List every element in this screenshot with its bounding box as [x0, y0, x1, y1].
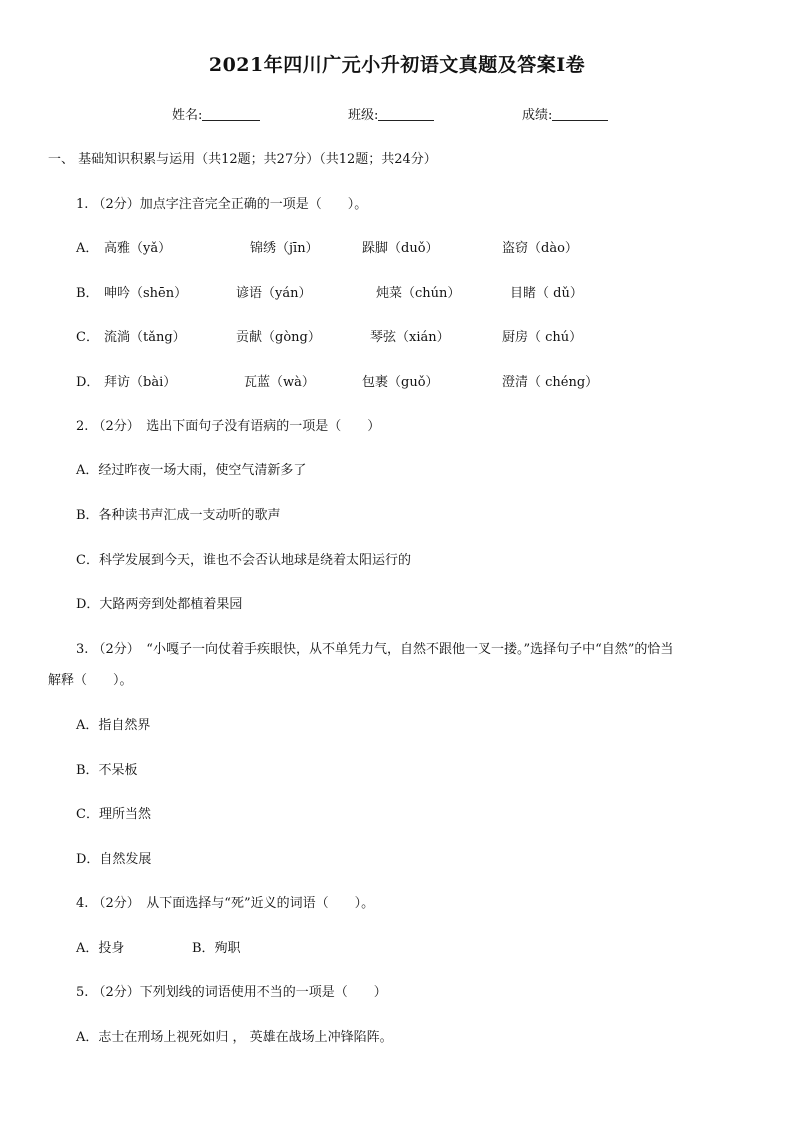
q1-c-item-3: 琴弦（xián）	[370, 330, 450, 345]
q1-b-item-3: 炖菜（chún）	[376, 286, 461, 301]
class-label: 班级:	[348, 108, 379, 123]
q1-c-item-4: 厨房（ chú）	[502, 330, 583, 345]
q1-c-label: C．	[76, 330, 99, 345]
q3-option-d[interactable]: D．自然发展	[76, 852, 152, 867]
q4-option-a[interactable]: A．投身	[76, 941, 125, 956]
q3-stem-line-1: 3. （2分） “小嘎子一向仗着手疾眼快，从不单凭力气，自然不跟他一叉一搂。”选择句子中“自然”的恰当	[76, 642, 674, 657]
q2-option-d[interactable]: D．大路两旁到处都植着果园	[76, 597, 243, 612]
q1-b-item-2: 谚语（yán）	[236, 286, 312, 301]
score-label: 成绩:	[522, 108, 553, 123]
q5-option-a[interactable]: A．志士在刑场上视死如归 ， 英雄在战场上冲锋陷阵。	[76, 1030, 393, 1045]
q3-option-a[interactable]: A．指自然界	[76, 718, 151, 733]
section-heading: 一、 基础知识积累与运用（共12题；共27分）（共12题；共24分）	[48, 152, 437, 167]
class-field	[348, 104, 434, 123]
q5-stem: 5. （2分）下列划线的词语使用不当的一项是（ ）	[76, 985, 387, 1000]
q1-d-item-4: 澄清（ chéng）	[502, 375, 599, 390]
name-label: 姓名:	[172, 108, 203, 123]
q4-option-b[interactable]: B．殉职	[192, 941, 241, 956]
q1-a-item-4: 盗窃（dào）	[502, 241, 578, 256]
q1-d-label: D．	[76, 375, 100, 390]
q1-a-item-1: 高雅（yǎ）	[104, 241, 172, 256]
q4-stem: 4. （2分） 从下面选择与“死”近义的词语（ ）。	[76, 896, 375, 911]
q2-option-b[interactable]: B．各种读书声汇成一支动听的歌声	[76, 508, 281, 523]
q1-option-a[interactable]	[76, 240, 776, 258]
q1-b-item-4: 目睹（ dǔ）	[510, 286, 583, 301]
q3-option-b[interactable]: B．不呆板	[76, 763, 138, 778]
q3-option-c[interactable]: C．理所当然	[76, 807, 151, 822]
q1-d-item-2: 瓦蓝（wà）	[244, 375, 315, 390]
q2-option-a[interactable]: A．经过昨夜一场大雨，使空气清新多了	[76, 463, 307, 478]
q1-a-item-2: 锦绣（jīn）	[250, 241, 319, 256]
q1-d-item-1: 拜访（bài）	[104, 375, 177, 390]
q1-c-item-2: 贡献（gòng）	[236, 330, 321, 345]
q3-stem-line-2: 解释（ ）。	[48, 673, 133, 688]
q1-option-c[interactable]	[76, 329, 776, 347]
q2-stem: 2. （2分） 选出下面句子没有语病的一项是（ ）	[76, 419, 381, 434]
page-title: 2021年四川广元小升初语文真题及答案Ⅰ卷	[208, 54, 586, 76]
score-blank[interactable]	[552, 106, 608, 121]
q1-b-label: B．	[76, 286, 99, 301]
q1-b-item-1: 呻吟（shēn）	[104, 286, 188, 301]
q1-c-item-1: 流淌（tǎng）	[104, 330, 186, 345]
class-blank[interactable]	[378, 106, 434, 121]
name-field	[172, 104, 260, 123]
name-blank[interactable]	[202, 106, 260, 121]
q1-option-d[interactable]	[76, 374, 776, 392]
q2-option-c[interactable]: C．科学发展到今天，谁也不会否认地球是绕着太阳运行的	[76, 553, 411, 568]
q1-d-item-3: 包裹（guǒ）	[362, 375, 439, 390]
q1-a-label: A．	[76, 241, 99, 256]
q1-option-b[interactable]	[76, 285, 776, 303]
score-field	[522, 104, 608, 123]
q1-a-item-3: 跺脚（duǒ）	[362, 241, 439, 256]
q1-stem: 1. （2分）加点字注音完全正确的一项是（ ）。	[76, 197, 368, 212]
